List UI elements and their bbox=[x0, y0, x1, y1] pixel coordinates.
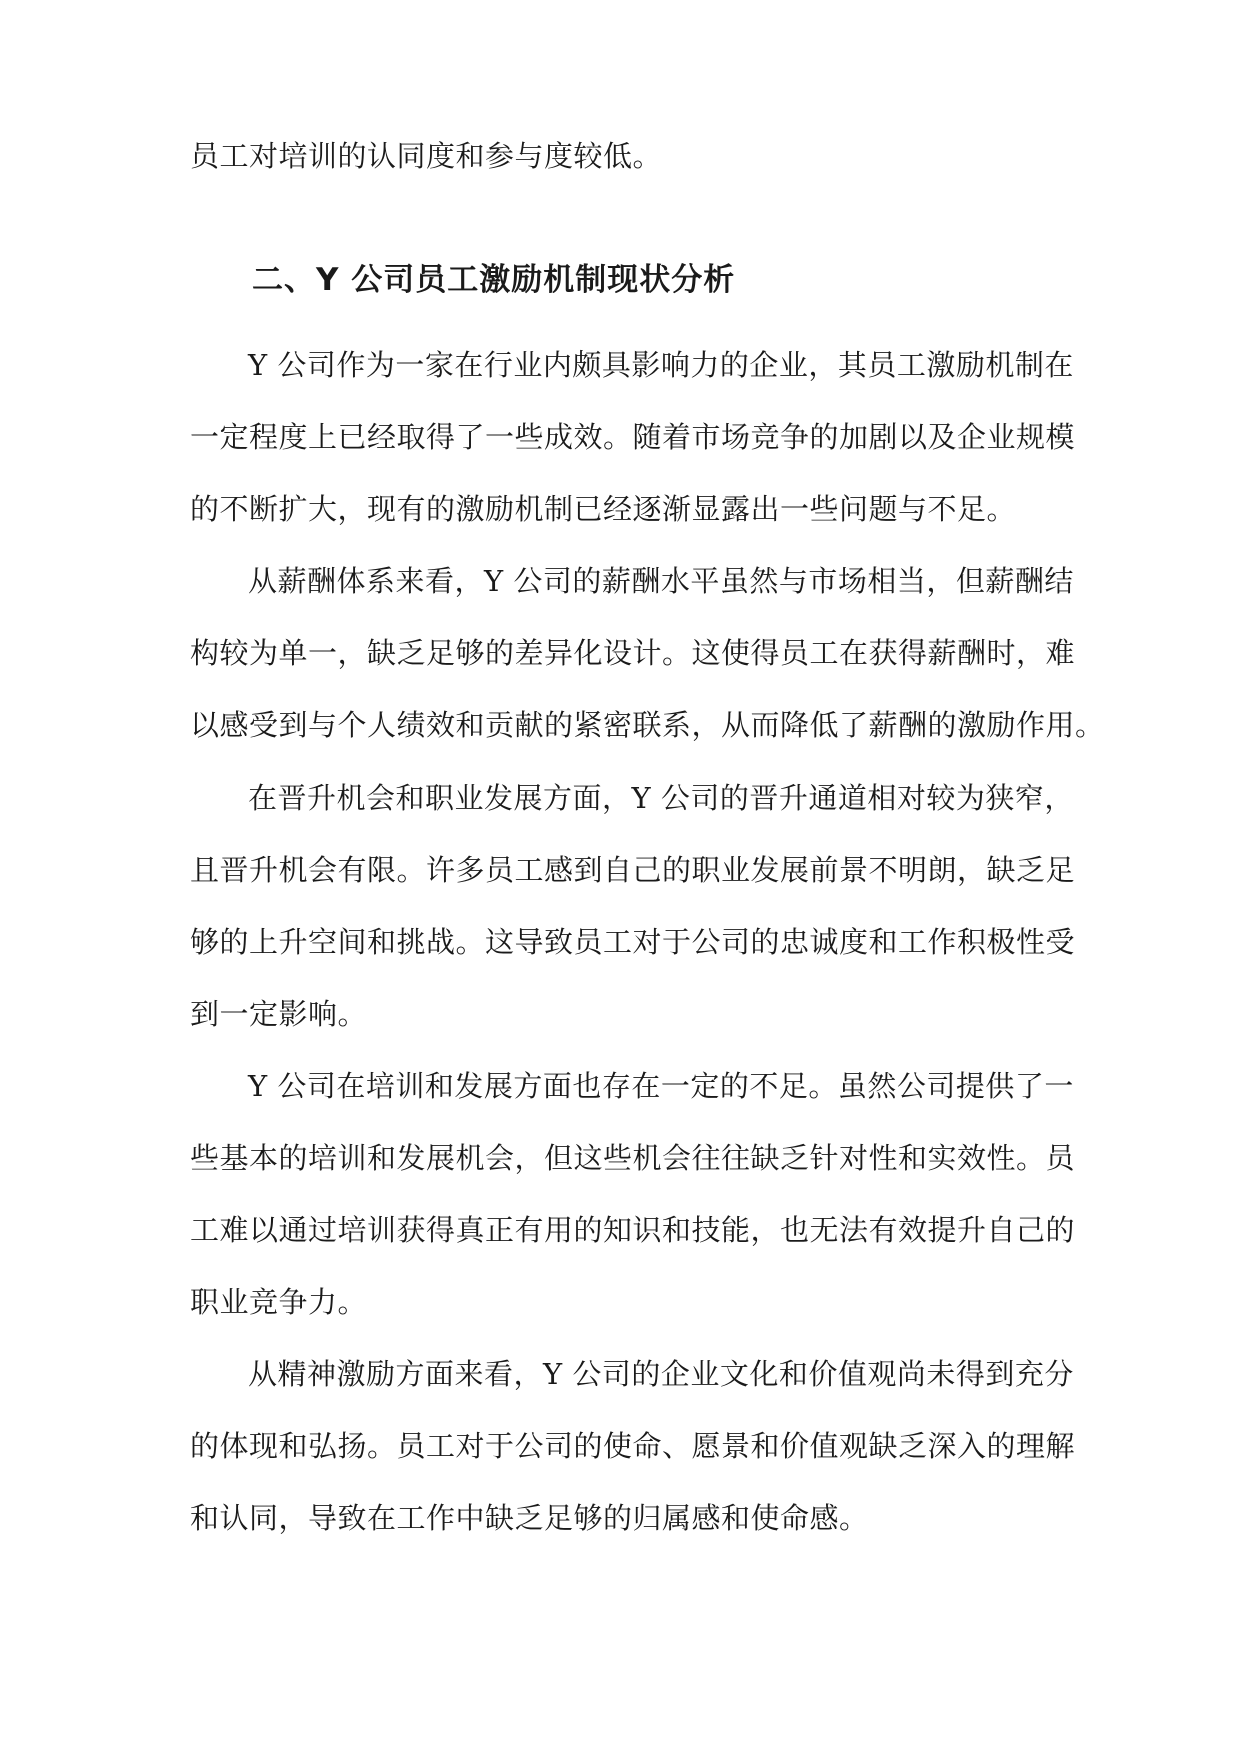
paragraph-1-line-3: 的不断扩大，现有的激励机制已经逐渐显露出一些问题与不足。 bbox=[190, 492, 1017, 526]
paragraph-4-line-3: 工难以通过培训获得真正有用的知识和技能，也无法有效提升自己的 bbox=[190, 1213, 1076, 1247]
paragraph-5-line-2: 的体现和弘扬。员工对于公司的使命、愿景和价值观缺乏深入的理解 bbox=[190, 1429, 1076, 1463]
paragraph-2-line-1: 从薪酬体系来看，Y 公司的薪酬水平虽然与市场相当，但薪酬结 bbox=[248, 564, 1074, 598]
paragraph-4-line-1: Y 公司在培训和发展方面也存在一定的不足。虽然公司提供了一 bbox=[248, 1069, 1074, 1103]
paragraph-2-line-3: 以感受到与个人绩效和贡献的紧密联系，从而降低了薪酬的激励作用。 bbox=[190, 708, 1105, 742]
paragraph-5-line-1: 从精神激励方面来看，Y 公司的企业文化和价值观尚未得到充分 bbox=[248, 1357, 1074, 1391]
paragraph-2-line-2: 构较为单一，缺乏足够的差异化设计。这使得员工在获得薪酬时，难 bbox=[190, 636, 1076, 670]
paragraph-1-line-1: Y 公司作为一家在行业内颇具影响力的企业，其员工激励机制在 bbox=[248, 348, 1074, 382]
paragraph-4-line-4: 职业竞争力。 bbox=[190, 1285, 368, 1319]
paragraph-3-line-2: 且晋升机会有限。许多员工感到自己的职业发展前景不明朗，缺乏足 bbox=[190, 853, 1076, 887]
paragraph-3-line-1: 在晋升机会和职业发展方面，Y 公司的晋升通道相对较为狭窄， bbox=[248, 781, 1074, 815]
section-heading: 二、Y 公司员工激励机制现状分析 bbox=[252, 262, 736, 298]
paragraph-4-line-2: 些基本的培训和发展机会，但这些机会往往缺乏针对性和实效性。员 bbox=[190, 1141, 1076, 1175]
paragraph-3-line-4: 到一定影响。 bbox=[190, 997, 368, 1031]
paragraph-1-line-2: 一定程度上已经取得了一些成效。随着市场竞争的加剧以及企业规模 bbox=[190, 420, 1076, 454]
paragraph-5-line-3: 和认同，导致在工作中缺乏足够的归属感和使命感。 bbox=[190, 1501, 869, 1535]
paragraph-3-line-3: 够的上升空间和挑战。这导致员工对于公司的忠诚度和工作积极性受 bbox=[190, 925, 1076, 959]
continuation-text: 员工对培训的认同度和参与度较低。 bbox=[190, 139, 663, 173]
